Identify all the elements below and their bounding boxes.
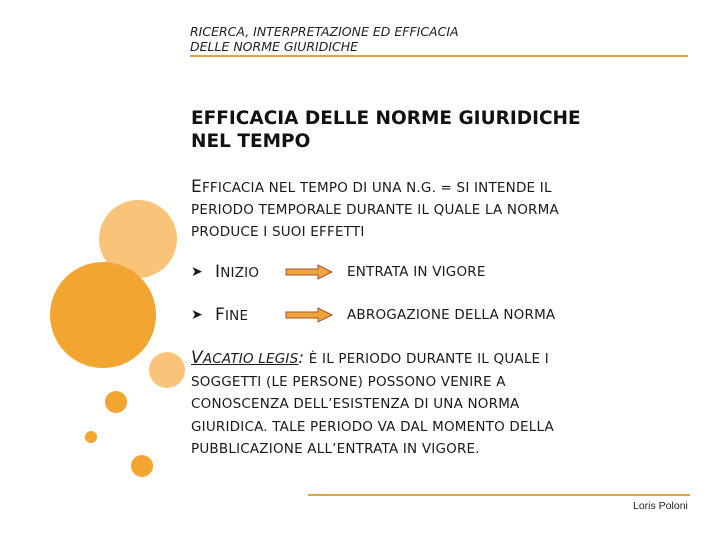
definition-paragraph (191, 176, 691, 243)
bullet-cap: F (215, 305, 225, 325)
header-divider (190, 55, 688, 57)
vacatio-line-1-text: È IL PERIODO DURANTE IL QUALE I (304, 351, 549, 367)
vacatio-term (191, 348, 299, 368)
header-line-2: DELLE NORME GIURIDICHE (190, 39, 359, 54)
decorative-circle (105, 391, 127, 413)
decorative-circle (50, 262, 156, 368)
decorative-circle (85, 431, 97, 443)
vacatio-legis-paragraph (191, 347, 691, 461)
decorative-circle (131, 455, 153, 477)
definition-line-2: PERIODO TEMPORALE DURANTE IL QUALE LA NORMA (191, 202, 559, 218)
vacatio-line-1 (191, 347, 691, 371)
bullet-value: ENTRATA IN VIGORE (347, 264, 486, 280)
vacatio-term-text: ACATIO LEGIS (202, 351, 299, 367)
drop-cap: V (191, 348, 203, 368)
bullet-fine (191, 305, 555, 325)
vacatio-line-2: SOGGETTI (LE PERSONE) POSSONO VENIRE A (191, 373, 506, 390)
definition-line-1-text: FFICACIA NEL TEMPO DI UNA N.G. = SI INTENDE IL (201, 180, 552, 196)
footer-divider (308, 494, 690, 496)
bullet-cap: I (215, 262, 221, 282)
title-line-1: EFFICACIA DELLE NORME GIURIDICHE (191, 108, 581, 129)
vacatio-line-5: PUBBLICAZIONE ALL’ENTRATA IN VIGORE. (191, 441, 480, 457)
title-line-2: NEL TEMPO (191, 131, 311, 152)
bullet-label-text: NIZIO (220, 265, 260, 281)
right-arrow-icon (285, 307, 333, 323)
bullet-label-text: INE (224, 308, 249, 324)
decorative-circle (149, 352, 185, 388)
vacatio-line-4: GIURIDICA. TALE PERIODO VA DAL MOMENTO DELLA (191, 418, 554, 435)
bullet-label (215, 305, 279, 325)
definition-line-1 (191, 176, 691, 199)
right-arrow-icon (285, 264, 333, 280)
bullet-inizio (191, 262, 486, 282)
arrowhead-bullet-icon: ➤ (191, 264, 203, 280)
header-line-1: RICERCA, INTERPRETAZIONE ED EFFICACIA (190, 24, 459, 39)
slide-title (191, 107, 581, 153)
vacatio-line-3: CONOSCENZA DELL’ESISTENZA DI UNA NORMA (191, 396, 520, 412)
bullet-label (215, 262, 279, 282)
vacatio-colon: : (298, 348, 305, 368)
bullet-value: ABROGAZIONE DELLA NORMA (347, 307, 556, 323)
arrowhead-bullet-icon: ➤ (191, 307, 203, 323)
slide-header (190, 24, 459, 54)
author-credit: Loris Poloni (633, 500, 688, 512)
definition-line-3: PRODUCE I SUOI EFFETTI (191, 224, 365, 240)
drop-cap: E (191, 177, 202, 197)
